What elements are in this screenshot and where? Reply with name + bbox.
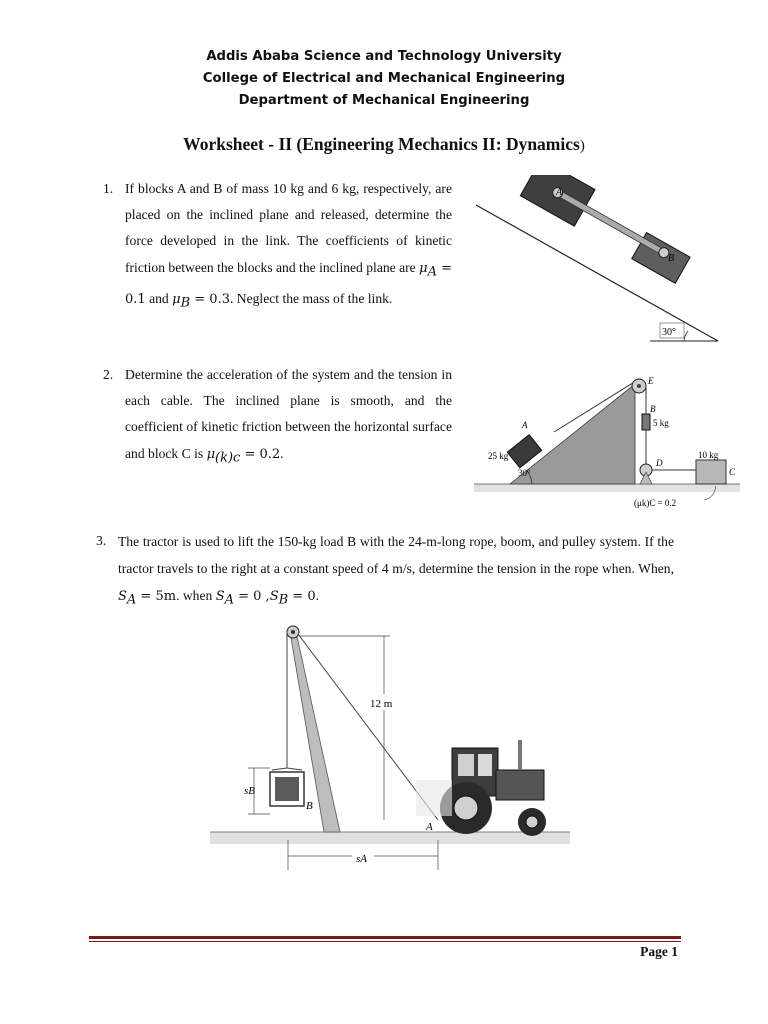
fig2-label-a: A xyxy=(522,420,528,430)
ground xyxy=(210,832,570,844)
footer-rule-thin xyxy=(89,941,681,942)
question-2-number: 2. xyxy=(103,367,114,382)
question-3-tail: . xyxy=(315,588,320,603)
sa2-subscript: A xyxy=(224,592,234,608)
sb-label: sB xyxy=(244,785,255,797)
block-5kg xyxy=(642,414,650,430)
mu-b-symbol: μ xyxy=(172,291,181,307)
fig2-mass-c: 10 kg xyxy=(698,450,719,460)
figure-2-pulley-system xyxy=(470,372,742,512)
mu-b-value: = 0.3 xyxy=(190,291,230,307)
question-1-number: 1. xyxy=(103,181,114,196)
question-2-tail: . xyxy=(280,445,284,461)
label-b: B xyxy=(668,253,675,264)
mu-a-value: = 0.1 xyxy=(125,260,452,307)
document-header xyxy=(0,46,768,112)
fig2-label-b: B xyxy=(650,404,656,414)
fig3-label-a: A xyxy=(426,821,433,833)
block-a xyxy=(520,175,595,226)
ground-strip xyxy=(474,484,740,492)
page-number: Page 1 xyxy=(640,944,678,959)
sa2-symbol: S xyxy=(215,589,225,604)
fig2-mu-label: (μk)C = 0.2 xyxy=(634,498,677,508)
angle-label: 30° xyxy=(662,327,676,338)
fig3-label-b: B xyxy=(306,800,313,812)
mu-kc-value: = 0.2 xyxy=(240,446,281,462)
college-name: College of Electrical and Mechanical Engineering xyxy=(202,71,566,86)
figure-1-inclined-blocks xyxy=(470,175,720,345)
fig2-mass-b: 5 kg xyxy=(653,418,669,428)
footer-rule xyxy=(89,936,681,939)
sa-value: = 5m xyxy=(136,589,177,604)
tractor xyxy=(416,740,546,836)
fig2-mass-a: 25 kg xyxy=(488,451,509,461)
figure-3-tractor-boom xyxy=(210,620,570,880)
question-2-body: Determine the acceleration of the system and the tension in each cable. The inclined plane is smooth, and the coefficient of kinetic friction between the horizontal surface and block C is xyxy=(125,367,452,461)
question-1-text xyxy=(125,176,452,316)
mu-a-symbol: μ xyxy=(419,260,428,276)
question-3-body: The tractor is used to lift the 150-kg load B with the 24-m-long rope, boom, and pulley system. If the tractor travels to the right at a constant speed of 4 m/s, determine the tension in the rope when. When, xyxy=(118,534,674,576)
fig2-angle: 30° xyxy=(518,468,531,478)
mu-a-subscript: A xyxy=(427,264,437,280)
mu-b-subscript: B xyxy=(180,295,191,311)
block-c xyxy=(696,460,726,484)
mu-kc-subscript: (k)c xyxy=(215,450,241,466)
question-1-tail: . Neglect the mass of the link. xyxy=(229,290,393,306)
sa-symbol: S xyxy=(118,589,127,604)
question-3-number: 3. xyxy=(96,533,107,548)
question-3-mid: . when xyxy=(176,588,216,603)
university-name: Addis Ababa Science and Technology University xyxy=(206,49,562,64)
sb-value: = 0 xyxy=(288,589,316,604)
fig2-label-c: C xyxy=(729,467,736,477)
worksheet-title-tail: ) xyxy=(579,138,585,154)
fig2-label-e: E xyxy=(648,376,654,386)
sa-label: sA xyxy=(356,853,367,865)
question-1-and: and xyxy=(145,290,173,306)
label-a: A xyxy=(556,187,563,198)
sa-subscript: A xyxy=(126,592,137,608)
fig2-label-d: D xyxy=(656,458,663,468)
sa2-value: = 0 , xyxy=(234,589,270,604)
mu-kc-symbol: μ xyxy=(206,446,216,462)
height-label: 12 m xyxy=(370,698,393,710)
question-3-text xyxy=(118,528,674,614)
sb-symbol: S xyxy=(269,589,279,604)
department-name: Department of Mechanical Engineering xyxy=(238,93,530,108)
worksheet-title xyxy=(0,134,768,155)
question-1-body: If blocks A and B of mass 10 kg and 6 kg, respectively, are placed on the inclined plane and released, determine the force developed in the link. The coefficients of kinetic friction between the blocks and the inclined plane are xyxy=(125,181,452,275)
question-2-text xyxy=(125,362,452,472)
sb-subscript: B xyxy=(278,592,289,608)
worksheet-title-main: Worksheet - II (Engineering Mechanics II: Dynamics xyxy=(183,134,580,154)
